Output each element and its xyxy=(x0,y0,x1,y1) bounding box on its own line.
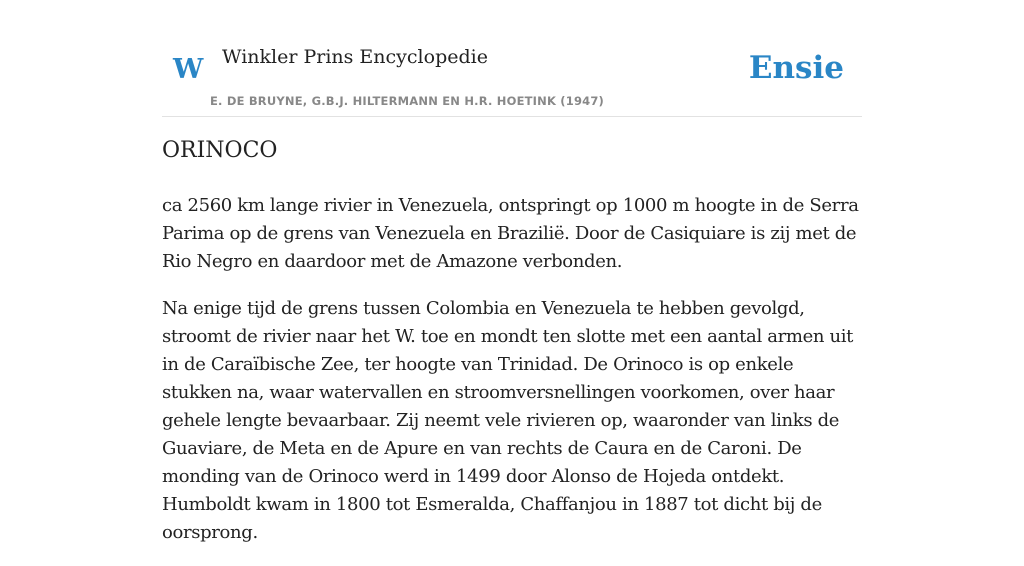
article-body xyxy=(162,192,866,566)
site-subtitle: E. DE BRUYNE, G.B.J. HILTERMANN EN H.R. HOETINK (1947) xyxy=(210,94,605,108)
article-paragraph: ca 2560 km lange rivier in Venezuela, ontspringt op 1000 m hoogte in de Serra Parima op de grens van Venezuela en Brazilië. Door de Casiquiare is zij met de Rio Negro en daardoor met de Amazone verbonden. xyxy=(162,195,859,272)
site-header xyxy=(162,40,862,117)
logo-icon[interactable]: W xyxy=(173,54,204,85)
ensie-logo-link[interactable]: Ensie xyxy=(748,50,844,86)
article-title: ORINOCO xyxy=(162,138,278,163)
site-title[interactable]: Winkler Prins Encyclopedie xyxy=(222,46,488,68)
article-paragraph: Na enige tijd de grens tussen Colombia en Venezuela te hebben gevolgd, stroomt de rivier naar het W. toe en mondt ten slotte met een aantal armen uit in de Caraïbische Zee, ter hoogte van Trinidad. De Orinoco is op enkele stukken na, waar watervallen en stroomversnellingen voorkomen, over haar gehele lengte bevaarbaar. Zij neemt vele rivieren op, waaronder van links de Guaviare, de Meta en de Apure en van rechts de Caura en de Caroni. De monding van de Orinoco werd in 1499 door Alonso de Hojeda ontdekt. Humboldt kwam in 1800 tot Esmeralda, Chaffanjou in 1887 tot dicht bij de oorsprong. xyxy=(162,298,854,543)
